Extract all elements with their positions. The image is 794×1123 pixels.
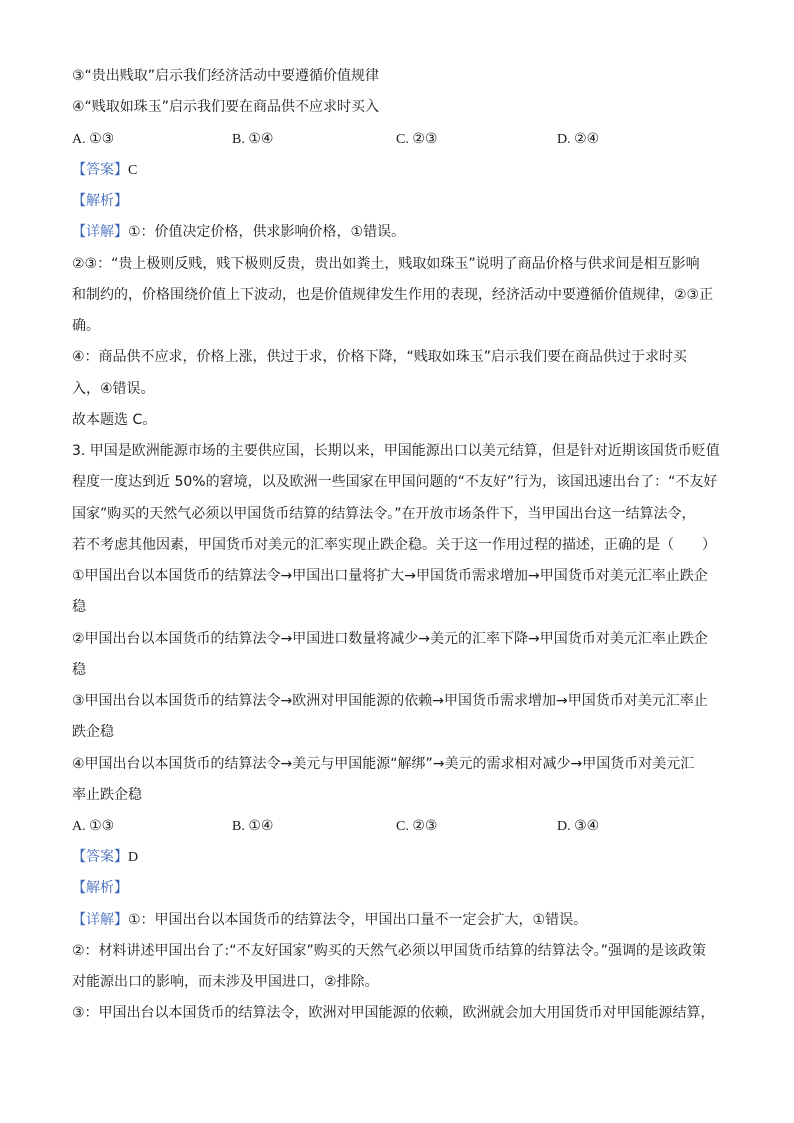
- statement-3-line-2: 跌企稳: [72, 724, 114, 740]
- question-3-line-1: 3. 甲国是欧洲能源市场的主要供应国，长期以来，甲国能源出口以美元结算，但是针对近期该国货币贬值: [72, 443, 720, 459]
- explain-23-line-3: 确。: [72, 318, 100, 334]
- explain-23-line-1: ②③：“贵上极则反贱，贱下极则反贵，贵出如粪土，贱取如珠玉”说明了商品价格与供求间是相互影响: [72, 256, 700, 272]
- options-row-q2: [72, 129, 722, 149]
- answer-tag: 【答案】: [72, 162, 128, 178]
- detail-tag: 【详解】: [72, 224, 128, 240]
- option-b: B. ①④: [232, 131, 274, 147]
- statement-2-line-2: 稳: [72, 662, 86, 678]
- explain-2-line-2: 对能源出口的影响，而未涉及甲国进口，②排除。: [72, 974, 379, 990]
- statement-1-line-2: 稳: [72, 599, 86, 615]
- question-3-line-2: 程度一度达到近 50%的窘境，以及欧洲一些国家在甲国问题的“不友好”行为，该国迅速出台了：“不友好: [72, 474, 718, 490]
- statement-2-line-1: ②甲国出台以本国货币的结算法令→甲国进口数量将减少→美元的汇率下降→甲国货币对美元汇率止跌企: [72, 631, 708, 647]
- explain-23-line-2: 和制约的，价格围绕价值上下波动，也是价值规律发生作用的表现，经济活动中要遵循价值规律，②③正: [72, 287, 714, 303]
- statement-4-line-2: 率止跌企稳: [72, 787, 142, 803]
- analysis-tag: 【解析】: [72, 880, 128, 896]
- option-d: D. ③④: [557, 818, 600, 834]
- option-a: A. ①③: [72, 131, 115, 147]
- selection-line: 故本题选 C。: [72, 412, 157, 428]
- explain-3-line-1: ③：甲国出台以本国货币的结算法令，欧洲对甲国能源的依赖，欧洲就会加大用国货币对甲国能源结算，: [72, 1005, 715, 1021]
- option-c: C. ②③: [396, 131, 438, 147]
- options-row-q3: [72, 816, 722, 836]
- statement-3: ③“贵出贱取”启示我们经济活动中要遵循价值规律: [72, 68, 380, 84]
- detail-tag: 【详解】: [72, 912, 128, 928]
- answer-value: D: [128, 850, 139, 865]
- option-d: D. ②④: [557, 131, 600, 147]
- answer-value: C: [128, 163, 138, 178]
- answer-line: [72, 847, 722, 868]
- answer-line: [72, 160, 722, 181]
- answer-tag: 【答案】: [72, 849, 128, 865]
- statement-3-line-1: ③甲国出台以本国货币的结算法令→欧洲对甲国能源的依赖→甲国货币需求增加→甲国货币对美元汇率止: [72, 693, 708, 709]
- explain-4-line-2: 入，④错误。: [72, 381, 155, 397]
- detail-line-1: 【详解】①：甲国出台以本国货币的结算法令，甲国出口量不一定会扩大，①错误。: [72, 912, 588, 928]
- question-3-line-4: 若不考虑其他因素，甲国货币对美元的汇率实现止跌企稳。关于这一作用过程的描述，正确的是（ ）: [72, 537, 716, 553]
- option-c: C. ②③: [396, 818, 438, 834]
- statement-4: ④“贱取如珠玉”启示我们要在商品供不应求时买入: [72, 99, 380, 115]
- analysis-tag: 【解析】: [72, 193, 128, 209]
- statement-4-line-1: ④甲国出台以本国货币的结算法令→美元与甲国能源“解绑”→美元的需求相对减少→甲国货币对美元汇: [72, 756, 695, 772]
- explain-4-line-1: ④：商品供不应求，价格上涨，供过于求，价格下降，“贱取如珠玉”启示我们要在商品供过于求时买: [72, 349, 688, 365]
- option-a: A. ①③: [72, 818, 115, 834]
- detail-line-1: 【详解】①：价值决定价格，供求影响价格，①错误。: [72, 224, 406, 240]
- option-b: B. ①④: [232, 818, 274, 834]
- explain-2-line-1: ②：材料讲述甲国出台了:“不友好国家”购买的天然气必须以甲国货币结算的结算法令。”强调的是该政策: [72, 943, 707, 959]
- statement-1-line-1: ①甲国出台以本国货币的结算法令→甲国出口量将扩大→甲国货币需求增加→甲国货币对美元汇率止跌企: [72, 568, 708, 584]
- question-3-line-3: 国家”购买的天然气必须以甲国货币结算的结算法令。”在开放市场条件下，当甲国出台这一结算法令，: [72, 506, 696, 522]
